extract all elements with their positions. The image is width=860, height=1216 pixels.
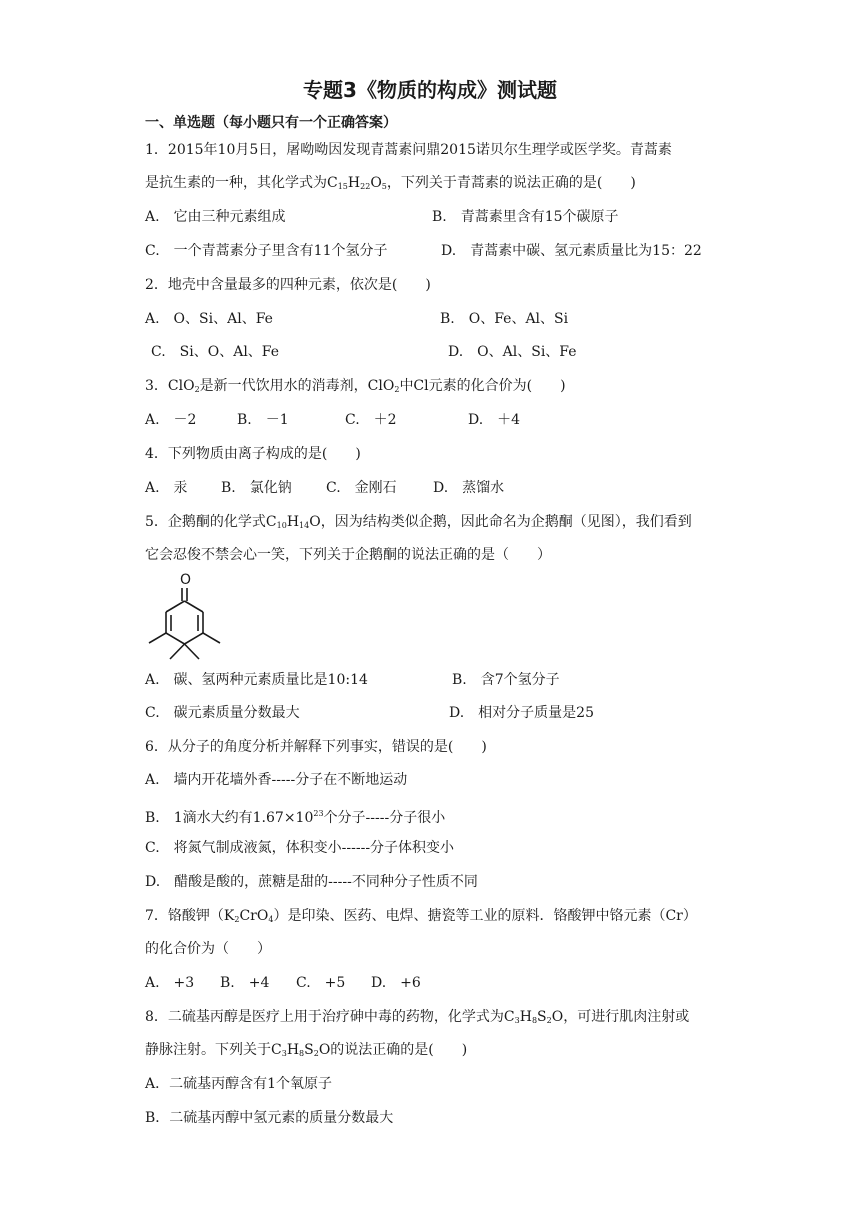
question-4-line-1: 4．下列物质由离子构成的是( ) — [145, 446, 361, 462]
question-5-option-a: A. 碳、氢两种元素质量比是10:14 — [145, 672, 368, 688]
question-7-option-c: C. +5 — [296, 975, 346, 991]
question-4-option-b: B. 氯化钠 — [221, 480, 292, 496]
question-1-option-a: A. 它由三种元素组成 — [145, 209, 286, 225]
question-7-line-1: 7．铬酸钾$(K_2CrO_4)$是印染、医药、电焊、搪瓷等工业的原料．铬酸钾中铬元素（Cr） — [145, 908, 697, 924]
question-7-option-a: A. +3 — [145, 975, 195, 991]
question-3-option-c: C. ＋2 — [345, 412, 397, 428]
question-8-option-b: B．二硫基丙醇中氢元素的质量分数最大 — [145, 1110, 394, 1126]
question-5-option-c: C. 碳元素质量分数最大 — [145, 705, 300, 721]
question-1-line-2: 是抗生素的一种，其化学式为$C_{15}H_{22}O_5$，下列关于青蒿素的说法正确的是( ) — [145, 175, 636, 191]
question-6-option-b: B. 1滴水大约有$1.67\times 10^{23}$个分子-----分子很小 — [145, 809, 446, 826]
question-6-line-1: 6．从分子的角度分析并解释下列事实，错误的是( ) — [145, 739, 487, 755]
question-3-option-d: D. ＋4 — [468, 412, 521, 428]
question-5-line-2: 它会忍俊不禁会心一笑，下列关于企鹅酮的说法正确的是（ ） — [145, 547, 551, 563]
question-3-option-a: A. －2 — [145, 412, 197, 428]
question-2-option-a: A. O、Si、Al、Fe — [145, 311, 273, 327]
question-3-line-1: 3．ClO$_2$是新一代饮用水的消毒剂，ClO$_2$中Cl元素的化合价为( ) — [145, 378, 566, 394]
question-5-option-d: D. 相对分子质量是25 — [449, 705, 594, 721]
question-8-option-a: A．二硫基丙醇含有1个氧原子 — [145, 1076, 333, 1092]
question-8-line-2: 静脉注射。下列关于$C_3H_8S_2O$的说法正确的是( ) — [145, 1042, 468, 1058]
question-4-option-c: C. 金刚石 — [326, 480, 397, 496]
question-8-line-1: 8．二硫基丙醇是医疗上用于治疗砷中毒的药物，化学式为$C_3H_8S_2O$，可进行肌肉注射或 — [145, 1009, 690, 1025]
question-2-line-1: 2．地壳中含量最多的四种元素，依次是( ) — [145, 277, 431, 293]
section-heading: 一、单选题（每小题只有一个正确答案） — [145, 115, 397, 131]
question-7-line-2: 的化合价为（ ） — [145, 941, 271, 957]
question-2-option-b: B. O、Fe、Al、Si — [440, 311, 569, 327]
question-5-line-1: 5．企鹅酮的化学式$C_{10}H_{14}O$，因为结构类似企鹅，因此命名为企鹅酮（见图），我们看到 — [145, 514, 692, 530]
page-title: 专题3《物质的构成》测试题 — [303, 78, 557, 102]
question-5-option-b: B. 含7个氢分子 — [452, 672, 560, 688]
penguinone-structure-diagram — [140, 568, 230, 664]
question-4-option-d: D. 蒸馏水 — [433, 480, 505, 496]
question-2-option-c: C. Si、O、Al、Fe — [151, 344, 280, 360]
question-2-option-d: D. O、Al、Si、Fe — [448, 344, 577, 360]
molecule-bonds — [149, 588, 220, 659]
question-7-option-b: B. +4 — [220, 975, 270, 991]
question-6-option-c: C. 将氮气制成液氮，体积变小------分子体积变小 — [145, 840, 455, 856]
question-4-option-a: A. 汞 — [145, 480, 188, 496]
question-1-option-d: D. 青蒿素中碳、氢元素质量比为15：22 — [441, 243, 702, 259]
question-1-line-1: 1．2015年10月5日，屠呦呦因发现青蒿素问鼎2015诺贝尔生理学或医学奖。青蒿素 — [145, 142, 672, 158]
question-7-option-d: D. +6 — [371, 975, 421, 991]
question-6-option-a: A. 墙内开花墙外香-----分子在不断地运动 — [145, 772, 408, 788]
question-6-option-d: D. 醋酸是酸的，蔗糖是甜的-----不同种分子性质不同 — [145, 874, 478, 890]
oxygen-atom-label: O — [180, 572, 192, 588]
question-1-option-c: C. 一个青蒿素分子里含有11个氢分子 — [145, 243, 388, 259]
question-3-option-b: B. －1 — [237, 412, 289, 428]
question-1-option-b: B. 青蒿素里含有15个碳原子 — [432, 209, 619, 225]
